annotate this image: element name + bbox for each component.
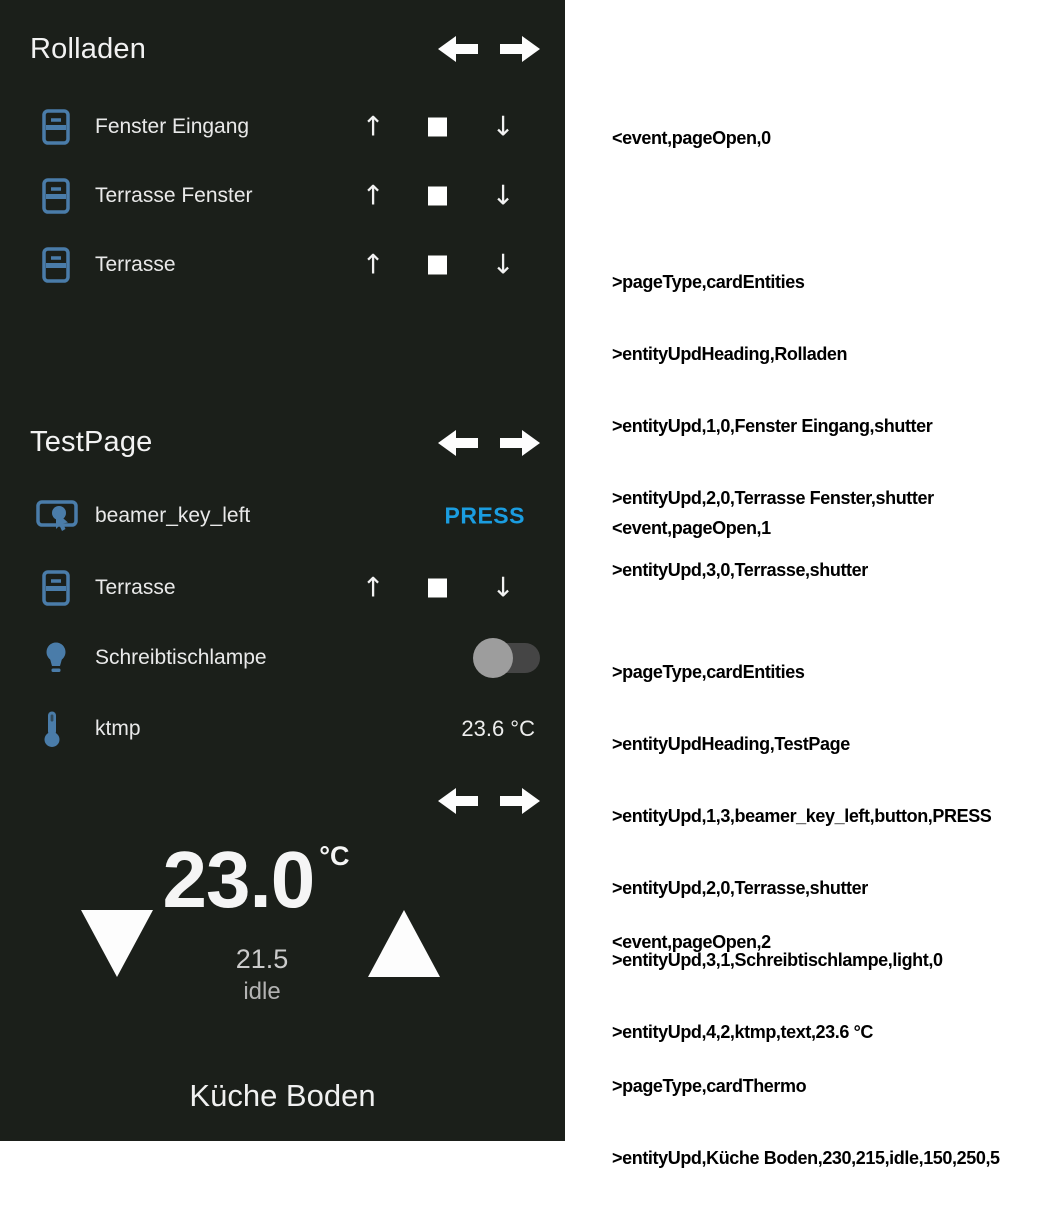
- nav-left-icon[interactable]: [438, 34, 478, 64]
- light-toggle-off[interactable]: [476, 643, 540, 673]
- entity-label: ktmp: [95, 717, 141, 740]
- entity-row-ktmp: [0, 704, 565, 754]
- temperature-unit: °C: [319, 841, 350, 871]
- blank-line: [612, 588, 991, 612]
- serial-event-line: <event,pageOpen,0: [612, 128, 771, 148]
- serial-log-line: >pageType,cardThermo: [612, 1076, 807, 1096]
- setpoint-value: 21.5: [235, 944, 289, 974]
- blank-line: [612, 1002, 1000, 1026]
- blank-line: [612, 198, 934, 222]
- serial-log-line: >entityUpdHeading,TestPage: [612, 734, 850, 754]
- entity-row-terrasse: [0, 240, 565, 290]
- serial-event-line: <event,pageOpen,2: [612, 932, 771, 952]
- serial-log-line: >entityUpd,1,3,beamer_key_left,button,PRESS: [612, 806, 992, 826]
- serial-log-line: >entityUpd,Küche Boden,230,215,idle,150,250,5: [612, 1148, 1000, 1168]
- press-button[interactable]: PRESS: [444, 502, 525, 529]
- toggle-knob: [473, 638, 513, 678]
- serial-log-block-2: [612, 882, 1000, 1218]
- entity-label: Terrasse: [95, 576, 176, 599]
- shutter-stop-button[interactable]: [428, 256, 447, 275]
- nav-right-icon[interactable]: [500, 428, 540, 458]
- entity-label: Terrasse: [95, 253, 176, 276]
- shutter-up-button[interactable]: ↑: [361, 572, 385, 604]
- nav-right-icon[interactable]: [500, 786, 540, 816]
- hvac-state: idle: [243, 978, 281, 1005]
- thermostat-title: Küche Boden: [189, 1078, 376, 1113]
- current-temperature-value: 23.0: [162, 835, 315, 924]
- serial-log-line: >pageType,cardEntities: [612, 272, 805, 292]
- lightbulb-icon: [42, 640, 70, 676]
- gesture-tap-button-icon: [36, 497, 78, 535]
- entity-row-terrasse: [0, 563, 565, 613]
- thermometer-icon: [42, 710, 62, 748]
- serial-log-line: >pageType,cardEntities: [612, 662, 805, 682]
- serial-event-line: <event,pageOpen,1: [612, 518, 771, 538]
- serial-log-line: >entityUpdHeading,Rolladen: [612, 344, 848, 364]
- shutter-down-button[interactable]: ↓: [491, 180, 515, 212]
- shutter-stop-button[interactable]: [428, 579, 447, 598]
- window-shutter-icon: [42, 570, 70, 606]
- page-nav: [438, 428, 540, 458]
- shutter-down-button[interactable]: ↓: [491, 111, 515, 143]
- page-title: TestPage: [30, 426, 153, 458]
- entity-label: Schreibtischlampe: [95, 646, 267, 669]
- shutter-stop-button[interactable]: [428, 118, 447, 137]
- serial-log-line: >entityUpd,4,2,ktmp,text,23.6 °C: [612, 1022, 873, 1042]
- shutter-up-button[interactable]: ↑: [361, 249, 385, 281]
- temperature-value: 23.6 °C: [461, 716, 535, 741]
- shutter-up-button[interactable]: ↑: [361, 111, 385, 143]
- serial-log-line: >entityUpd,3,1,Schreibtischlampe,light,0: [612, 950, 943, 970]
- window-shutter-icon: [42, 109, 70, 145]
- nav-right-icon[interactable]: [500, 34, 540, 64]
- nav-left-icon[interactable]: [438, 428, 478, 458]
- window-shutter-icon: [42, 178, 70, 214]
- page-nav: [438, 34, 540, 64]
- window-shutter-icon: [42, 247, 70, 283]
- entity-row-beamer-key-left: [0, 491, 565, 541]
- entity-label: Fenster Eingang: [95, 115, 250, 138]
- serial-log-line: >entityUpd,1,0,Fenster Eingang,shutter: [612, 416, 933, 436]
- entity-label: beamer_key_left: [95, 504, 251, 527]
- page-nav: [438, 786, 540, 816]
- entity-label: Terrasse Fenster: [95, 184, 253, 207]
- entity-row-fenster-eingang: [0, 102, 565, 152]
- page-title: Rolladen: [30, 33, 147, 65]
- serial-log-line: >entityUpd,2,0,Terrasse,shutter: [612, 878, 868, 898]
- serial-log-line: >entityUpd,2,0,Terrasse Fenster,shutter: [612, 488, 934, 508]
- nav-left-icon[interactable]: [438, 786, 478, 816]
- entity-row-schreibtischlampe: [0, 633, 565, 683]
- serial-log-line: >entityUpd,3,0,Terrasse,shutter: [612, 560, 868, 580]
- shutter-stop-button[interactable]: [428, 187, 447, 206]
- entity-row-terrasse-fenster: [0, 171, 565, 221]
- shutter-down-button[interactable]: ↓: [491, 572, 515, 604]
- shutter-down-button[interactable]: ↓: [491, 249, 515, 281]
- shutter-up-button[interactable]: ↑: [361, 180, 385, 212]
